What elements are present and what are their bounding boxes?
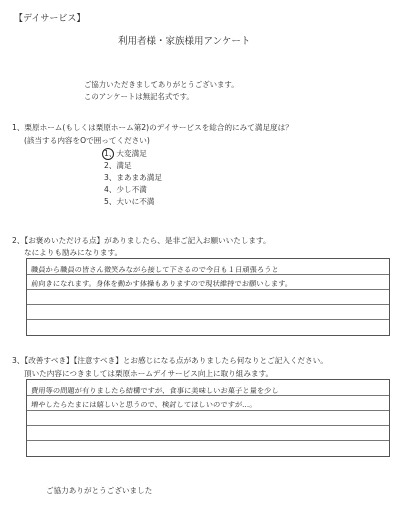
answer-line	[27, 425, 389, 426]
question-3-sub: 頂いた内容につきましては栗原ホームデイサービス向上に取り組みます。	[24, 369, 274, 378]
q1-option-5[interactable]: 5、大いに不満	[104, 197, 155, 206]
q1-option-3[interactable]: 3、まあまあ満足	[104, 173, 162, 182]
page-title: 利用者様・家族様用アンケート	[118, 36, 251, 47]
q1-option-4[interactable]: 4、少し不満	[104, 185, 147, 194]
answer-line	[27, 289, 389, 290]
q1-option-1[interactable]: 1、大変満足	[104, 149, 147, 158]
answer-line	[27, 410, 389, 411]
intro-line-2: このアンケートは無記名式です。	[84, 92, 194, 101]
footer-thanks: ご協力ありがとうございました	[46, 486, 153, 495]
answer-line	[27, 440, 389, 441]
question-2-text: 2、【お褒めいただける点】がありましたら、是非ご記入お願いいたします。	[12, 236, 271, 245]
question-1-text: 1、栗原ホーム(もしくは栗原ホーム第2)のデイサービスを総合的にみて満足度は？	[12, 123, 293, 132]
question-1-instruction: (該当する内容をOで囲ってください)	[24, 136, 150, 145]
question-3-answer-box[interactable]	[26, 379, 390, 457]
intro-line-1: ご協力いただきましてありがとうございます。	[84, 80, 239, 89]
question-3-text: 3、【改善すべき】【注意すべき】とお感じになる点がありましたら何なりとご記入ください。	[12, 356, 328, 365]
q1-option-2[interactable]: 2、満足	[104, 161, 132, 170]
answer-line	[27, 319, 389, 320]
q3-answer-line-1: 費用等の問題が有りましたら結構ですが、食事に美味しいお菓子と量を少し	[30, 386, 280, 395]
service-tag: 【デイサービス】	[14, 14, 86, 24]
answer-line	[27, 304, 389, 305]
q3-answer-line-2: 増やしたらたまには嬉しいと思うので、検討してほしいのですが…。	[30, 400, 258, 409]
q2-answer-line-1: 職員から職員の皆さん微笑みながら接して下さるので今日も１日頑張ろうと	[30, 265, 280, 274]
question-2-sub: なによりも励みになります。	[24, 248, 123, 257]
q2-answer-line-2: 前向きになれます。身体を動かす体操もありますので現状維持でお願いします。	[30, 279, 293, 288]
question-2-answer-box[interactable]	[26, 258, 390, 336]
